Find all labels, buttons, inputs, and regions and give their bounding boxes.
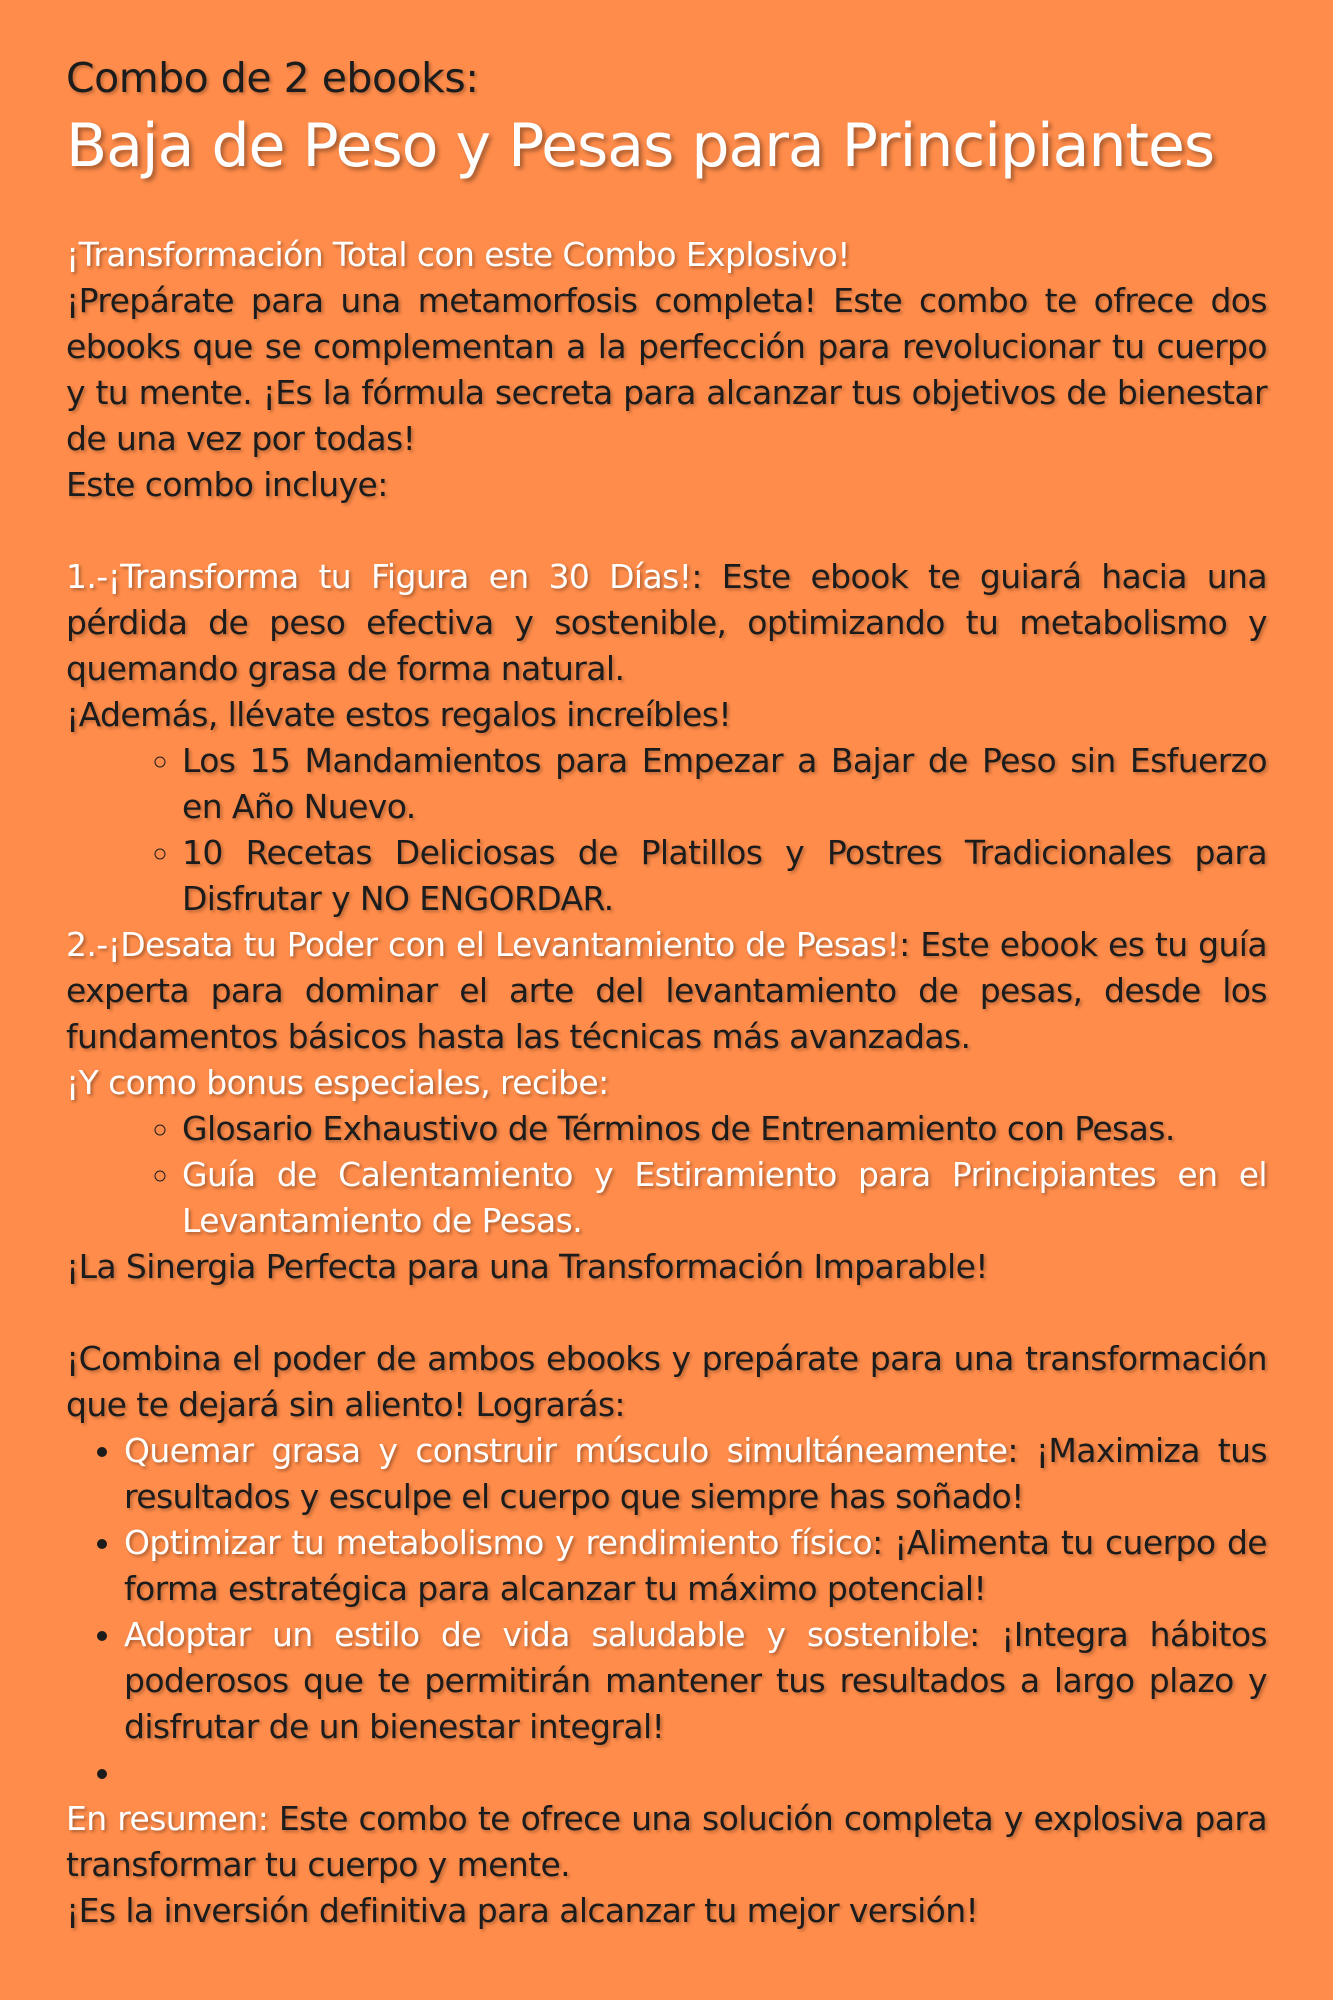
intro-paragraph: ¡Prepárate para una metamorfosis completa! Este combo te ofrece dos ebooks que se complementan a la perfección para revolucionar tu cuerpo y tu mente. ¡Es la fórmula secreta para alcanzar tus objetivos de bienestar de una vez por todas!: [66, 281, 1267, 458]
synergy-headline: ¡La Sinergia Perfecta para una Transformación Imparable!: [66, 1247, 988, 1286]
summary-paragraph: [66, 1796, 1267, 1888]
list-item: ◦ Los 15 Mandamientos para Empezar a Bajar de Peso sin Esfuerzo en Año Nuevo.: [182, 738, 1267, 830]
empty-list-item: [124, 1750, 1267, 1796]
list-item: [124, 1520, 1267, 1612]
ebook2-paragraph: [66, 922, 1267, 1060]
intro-tagline: [66, 232, 1267, 278]
list-item: [124, 1428, 1267, 1520]
synergy-paragraph: ¡Combina el poder de ambos ebooks y prepárate para una transformación que te dejará sin aliento! Lograrás:: [66, 1339, 1267, 1424]
combo-heading: Combo de 2 ebooks:: [66, 54, 479, 102]
benefit-colon: :: [1007, 1431, 1018, 1470]
summary-closing: ¡Es la inversión definitiva para alcanzar tu mejor versión!: [66, 1891, 979, 1930]
spacer: [66, 1290, 1267, 1336]
ebook2-bonus-label: [66, 1060, 1267, 1106]
summary-label: En resumen:: [66, 1799, 269, 1838]
benefit-highlight: Adoptar un estilo de vida saludable y sostenible: [124, 1615, 970, 1654]
list-item: ◦ Glosario Exhaustivo de Términos de Entrenamiento con Pesas.: [182, 1106, 1267, 1152]
ebook2-description: Este ebook es tu guía experta para dominar el arte del levantamiento de pesas, desde los fundamentos básicos hasta las técnicas más avanzadas.: [66, 925, 1267, 1056]
benefit-colon: :: [872, 1523, 883, 1562]
list-item: [182, 1152, 1267, 1244]
ebook1-paragraph: [66, 554, 1267, 692]
spacer: [66, 508, 1267, 554]
ebook2-title: 2.-¡Desata tu Poder con el Levantamiento de Pesas!: [66, 925, 900, 964]
ebook1-gifts-label: ¡Además, llévate estos regalos increíbles!: [66, 695, 731, 734]
summary-text: Este combo te ofrece una solución completa y explosiva para transformar tu cuerpo y mente.: [66, 1799, 1267, 1884]
benefit-text: ¡Alimenta tu cuerpo de forma estratégica para alcanzar tu máximo potencial!: [124, 1523, 1267, 1608]
list-item: ◦ 10 Recetas Deliciosas de Platillos y Postres Tradicionales para Disfrutar y NO ENGORDAR.: [182, 830, 1267, 922]
benefit-colon: :: [969, 1615, 980, 1654]
ebook2-colon: :: [899, 925, 910, 964]
ebook1-colon: :: [691, 557, 702, 596]
ebook1-title: 1.-¡Transforma tu Figura en 30 Días!: [66, 557, 692, 596]
description-body: [66, 232, 1267, 1934]
includes-label: Este combo incluye:: [66, 465, 388, 504]
list-item: [124, 1612, 1267, 1750]
benefit-highlight: Quemar grasa y construir músculo simultáneamente: [124, 1431, 1008, 1470]
benefit-text: ¡Integra hábitos poderosos que te permitirán mantener tus resultados a largo plazo y disfrutar de un bienestar integral!: [124, 1615, 1268, 1746]
product-description: [66, 50, 1267, 1934]
ebook1-description: Este ebook te guiará hacia una pérdida de peso efectiva y sostenible, optimizando tu metabolismo y quemando grasa de forma natural.: [66, 557, 1267, 688]
ebook1-gifts-list: [66, 738, 1267, 922]
benefits-list: [66, 1428, 1267, 1796]
page-title: Baja de Peso y Pesas para Principiantes: [66, 111, 1215, 181]
intro-tagline-text: ¡Transformación Total con este Combo Explosivo!: [66, 235, 850, 274]
ebook2-bonus-list: [66, 1106, 1267, 1244]
benefit-text: ¡Maximiza tus resultados y esculpe el cuerpo que siempre has soñado!: [124, 1431, 1267, 1516]
bonus-item-text: Guía de Calentamiento y Estiramiento para Principiantes en el Levantamiento de Pesas.: [182, 1155, 1267, 1240]
ebook2-bonus-label-text: ¡Y como bonus especiales, recibe:: [66, 1063, 609, 1102]
benefit-highlight: Optimizar tu metabolismo y rendimiento físico: [124, 1523, 873, 1562]
